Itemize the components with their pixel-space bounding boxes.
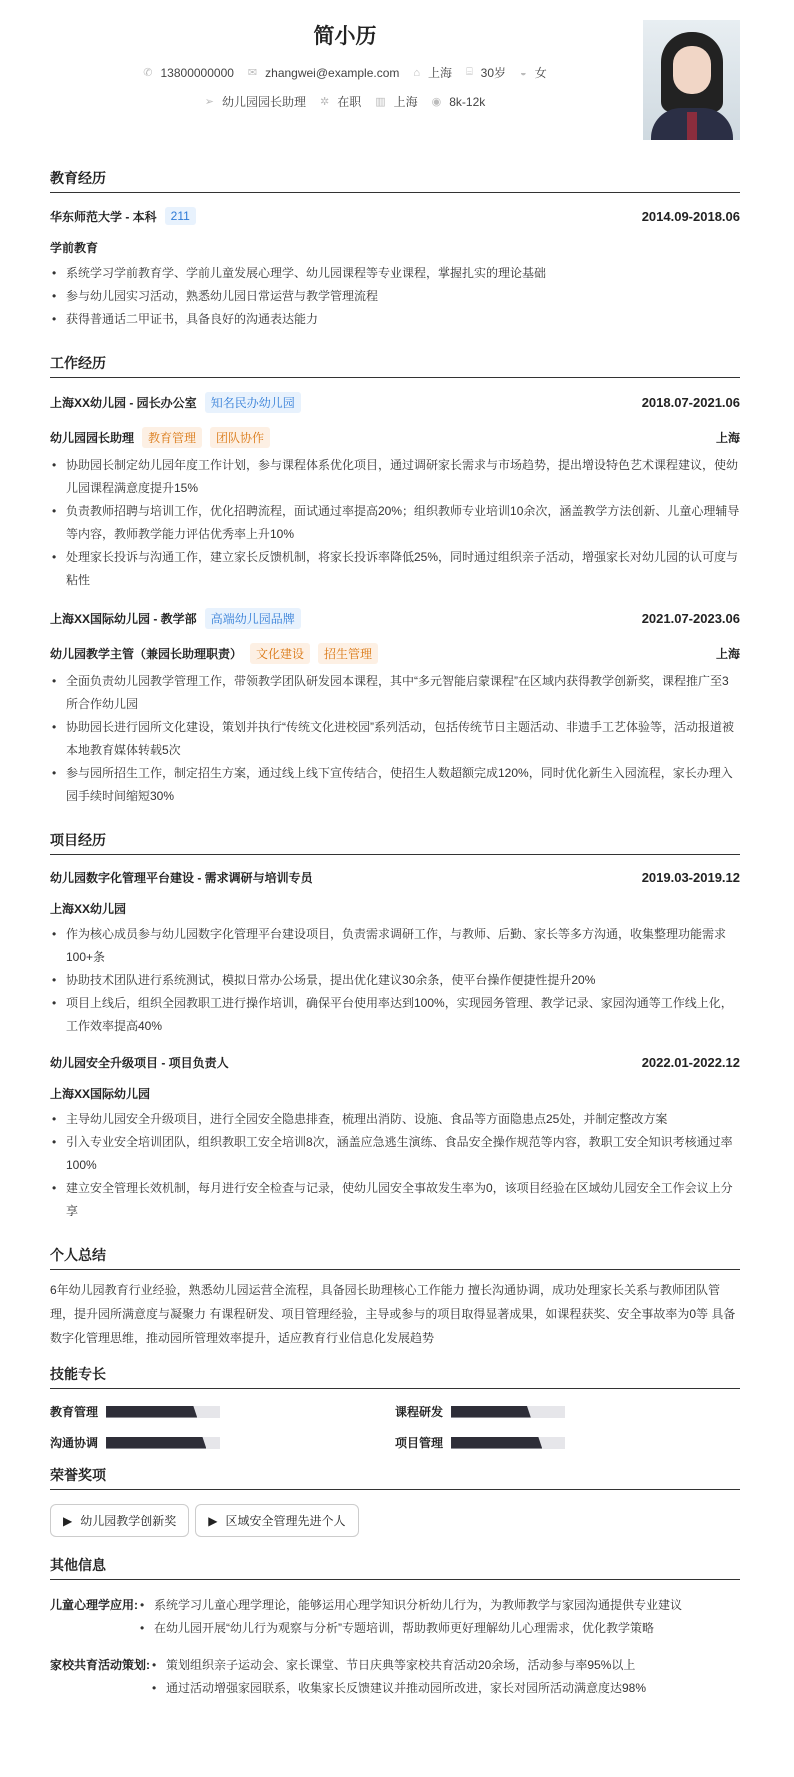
section-title: 其他信息 xyxy=(50,1555,740,1580)
triangle-right-icon: ▶ xyxy=(208,1513,218,1528)
skill-item xyxy=(395,1403,740,1420)
major: 学前教育 xyxy=(50,241,99,255)
contact-row xyxy=(50,64,640,81)
contact-text: 30岁 xyxy=(480,66,507,80)
job-title: 幼儿园教学主管（兼园长助理职责） xyxy=(50,647,243,661)
skill-level-fill xyxy=(106,1406,197,1418)
school-tag: 211 xyxy=(165,207,196,225)
list-item: • 策划组织亲子运动会、家长课堂、节日庆典等家校共育活动20余场，活动参与率95%以上 xyxy=(150,1654,646,1677)
list-item: • 参与幼儿园实习活动，熟悉幼儿园日常运营与教学管理流程 xyxy=(50,285,740,308)
list-item: • 全面负责幼儿园教学管理工作，带领教学团队研发园本课程，其中“多元智能启蒙课程”在区域内获得教学创新奖，课程推广至3所合作幼儿园 xyxy=(50,670,740,716)
mail-icon: ✉ xyxy=(247,67,258,79)
work-location: 上海 xyxy=(715,431,740,445)
skill-name: 项目管理 xyxy=(395,1436,444,1450)
contact-text: 女 xyxy=(534,66,547,80)
skill-level-fill xyxy=(106,1437,206,1449)
triangle-right-icon: ▶ xyxy=(63,1513,73,1528)
summary-text: 6年幼儿园教育行业经验，熟悉幼儿园运营全流程，具备园长助理核心工作能力 擅长沟通协调，成功处理家长关系与教师团队管理，提升园所满意度与凝聚力 有课程研发、项目管理经验，主导或参与的项目取得显著成果，如课程获奖、安全事故率为0等 具备数字化管理思维，推动园所管理效率提升，适应教育行业信息化发展趋势 xyxy=(50,1283,736,1345)
company-name: 上海XX幼儿园 - 园长办公室 xyxy=(50,396,197,410)
award-name: 幼儿园教学创新奖 xyxy=(80,1514,177,1528)
send-icon: ➢ xyxy=(204,96,214,108)
company-name: 上海XX国际幼儿园 - 教学部 xyxy=(50,612,197,626)
contact-item xyxy=(248,64,399,81)
project-name: 幼儿园安全升级项目 - 项目负责人 xyxy=(50,1056,229,1070)
work-date: 2018.07-2021.06 xyxy=(641,395,740,410)
skill-tag: 团队协作 xyxy=(210,427,270,448)
contact-text: zhangwei@example.com xyxy=(265,65,400,80)
other-info-item xyxy=(50,1654,740,1700)
job-intent-row xyxy=(50,93,640,110)
skill-item xyxy=(395,1434,740,1451)
skill-level-bar xyxy=(106,1437,220,1449)
skill-name: 沟通协调 xyxy=(50,1436,99,1450)
list-item: • 建立安全管理长效机制，每月进行安全检查与记录，使幼儿园安全事故发生率为0，该项目经验在区域幼儿园安全工作会议上分享 xyxy=(50,1177,740,1223)
contact-item xyxy=(320,93,361,110)
age-icon: ⌸ xyxy=(466,66,473,78)
contact-item xyxy=(413,64,452,81)
section-title: 技能专长 xyxy=(50,1364,740,1389)
work-entry xyxy=(50,608,740,808)
contact-item xyxy=(143,64,234,81)
contact-text: 8k-12k xyxy=(449,94,486,109)
list-item: • 项目上线后，组织全园教职工进行操作培训，确保平台使用率达到100%，实现园务管理、教学记录、家园沟通等工作线上化，工作效率提高40% xyxy=(50,992,740,1038)
contact-text: 上海 xyxy=(428,66,453,80)
contact-text: 上海 xyxy=(393,95,418,109)
contact-text: 13800000000 xyxy=(160,65,234,80)
contact-text: 幼儿园园长助理 xyxy=(221,95,306,109)
award-name: 区域安全管理先进个人 xyxy=(225,1514,346,1528)
education-date: 2014.09-2018.06 xyxy=(641,208,740,224)
list-item: • 获得普通话二甲证书，具备良好的沟通表达能力 xyxy=(50,308,740,331)
contact-item xyxy=(520,64,547,81)
skill-item xyxy=(50,1403,395,1420)
other-section xyxy=(50,1555,740,1700)
project-entry xyxy=(50,1054,740,1223)
contact-item xyxy=(375,93,417,110)
other-info-key: 儿童心理学应用: xyxy=(50,1598,138,1612)
list-item: • 系统学习儿童心理学理论，能够运用心理学知识分析幼儿行为，为教师教学与家园沟通提供专业建议 xyxy=(138,1594,682,1617)
contact-text: 在职 xyxy=(337,95,362,109)
other-info-key: 家校共育活动策划: xyxy=(50,1658,150,1672)
other-info-item xyxy=(50,1594,740,1640)
phone-icon: ✆ xyxy=(143,67,153,79)
section-title: 项目经历 xyxy=(50,830,740,855)
skills-section xyxy=(50,1364,740,1451)
skill-level-fill xyxy=(451,1437,542,1449)
awards-section xyxy=(50,1465,740,1537)
skill-item xyxy=(50,1434,395,1451)
project-section xyxy=(50,830,740,1223)
project-date: 2019.03-2019.12 xyxy=(641,870,740,885)
list-item: • 处理家长投诉与沟通工作，建立家长反馈机制，将家长投诉率降低25%，同时通过组织亲子活动，增强家长对幼儿园的认可度与粘性 xyxy=(50,546,740,592)
project-entry xyxy=(50,869,740,1038)
section-title: 个人总结 xyxy=(50,1245,740,1270)
company-tag: 高端幼儿园品牌 xyxy=(205,608,301,629)
list-item: • 引入专业安全培训团队，组织教职工安全培训8次，涵盖应急逃生演练、食品安全操作规范等内容，教职工安全知识考核通过率100% xyxy=(50,1131,740,1177)
list-item: • 负责教师招聘与培训工作，优化招聘流程，面试通过率提高20%；组织教师专业培训10余次，涵盖教学方法创新、儿童心理辅导等内容，教师教学能力评估优秀率上升10% xyxy=(50,500,740,546)
skill-name: 教育管理 xyxy=(50,1405,99,1419)
list-item: • 参与园所招生工作，制定招生方案，通过线上线下宣传结合，使招生人数超额完成120%，同时优化新生入园流程，家长办理入园手续时间缩短30% xyxy=(50,762,740,808)
candidate-name: 简小历 xyxy=(313,25,377,48)
building-icon: ▥ xyxy=(375,96,386,108)
skill-tag: 教育管理 xyxy=(142,427,202,448)
contact-item xyxy=(205,93,306,110)
list-item: • 主导幼儿园安全升级项目，进行全园安全隐患排查，梳理出消防、设施、食品等方面隐患点25处，并制定整改方案 xyxy=(50,1108,740,1131)
project-name: 幼儿园数字化管理平台建设 - 需求调研与培训专员 xyxy=(50,871,313,885)
work-entry xyxy=(50,392,740,592)
list-item: • 协助园长制定幼儿园年度工作计划，参与课程体系优化项目，通过调研家长需求与市场趋势，提出增设特色艺术课程建议，使幼儿园课程满意度提升15% xyxy=(50,454,740,500)
work-date: 2021.07-2023.06 xyxy=(641,611,740,626)
skill-level-bar xyxy=(451,1406,565,1418)
education-bullets xyxy=(50,262,740,331)
contact-item xyxy=(466,64,506,81)
project-org: 上海XX国际幼儿园 xyxy=(50,1087,151,1101)
school-name: 华东师范大学 - 本科 xyxy=(50,209,157,224)
resume-header xyxy=(50,18,740,168)
contact-item xyxy=(432,93,486,110)
skill-name: 课程研发 xyxy=(395,1405,444,1419)
salary-icon: ◉ xyxy=(431,96,442,108)
skill-level-bar xyxy=(106,1406,220,1418)
skill-level-bar xyxy=(451,1437,565,1449)
status-icon: ✲ xyxy=(319,96,330,108)
company-tag: 知名民办幼儿园 xyxy=(205,392,301,413)
list-item: • 通过活动增强家园联系，收集家长反馈建议并推动园所改进，家长对园所活动满意度达98% xyxy=(150,1677,646,1700)
skill-tag: 文化建设 xyxy=(250,643,310,664)
work-section xyxy=(50,353,740,808)
summary-section xyxy=(50,1245,740,1350)
home-icon: ⌂ xyxy=(413,66,421,79)
list-item: • 协助技术团队进行系统测试，模拟日常办公场景，提出优化建议30余条，使平台操作便捷性提升20% xyxy=(50,969,740,992)
profile-photo xyxy=(643,20,740,140)
project-org: 上海XX幼儿园 xyxy=(50,902,127,916)
list-item: • 协助园长进行园所文化建设，策划并执行“传统文化进校园”系列活动，包括传统节日主题活动、非遗手工艺体验等，活动报道被本地教育媒体转载5次 xyxy=(50,716,740,762)
gender-icon: ◒ xyxy=(520,66,527,79)
work-location: 上海 xyxy=(715,647,740,661)
section-title: 工作经历 xyxy=(50,353,740,378)
education-section xyxy=(50,168,740,331)
job-title: 幼儿园园长助理 xyxy=(50,431,135,445)
project-date: 2022.01-2022.12 xyxy=(641,1055,740,1070)
list-item: • 系统学习学前教育学、学前儿童发展心理学、幼儿园课程等专业课程，掌握扎实的理论基础 xyxy=(50,262,740,285)
skill-tag: 招生管理 xyxy=(318,643,378,664)
section-title: 荣誉奖项 xyxy=(50,1465,740,1490)
skill-level-fill xyxy=(451,1406,531,1418)
section-title: 教育经历 xyxy=(50,168,740,193)
list-item: • 作为核心成员参与幼儿园数字化管理平台建设项目，负责需求调研工作，与教师、后勤、家长等多方沟通，收集整理功能需求100+条 xyxy=(50,923,740,969)
list-item: • 在幼儿园开展“幼儿行为观察与分析”专题培训，帮助教师更好理解幼儿心理需求，优化教学策略 xyxy=(138,1617,682,1640)
award-badge xyxy=(195,1504,358,1537)
award-badge xyxy=(50,1504,189,1537)
